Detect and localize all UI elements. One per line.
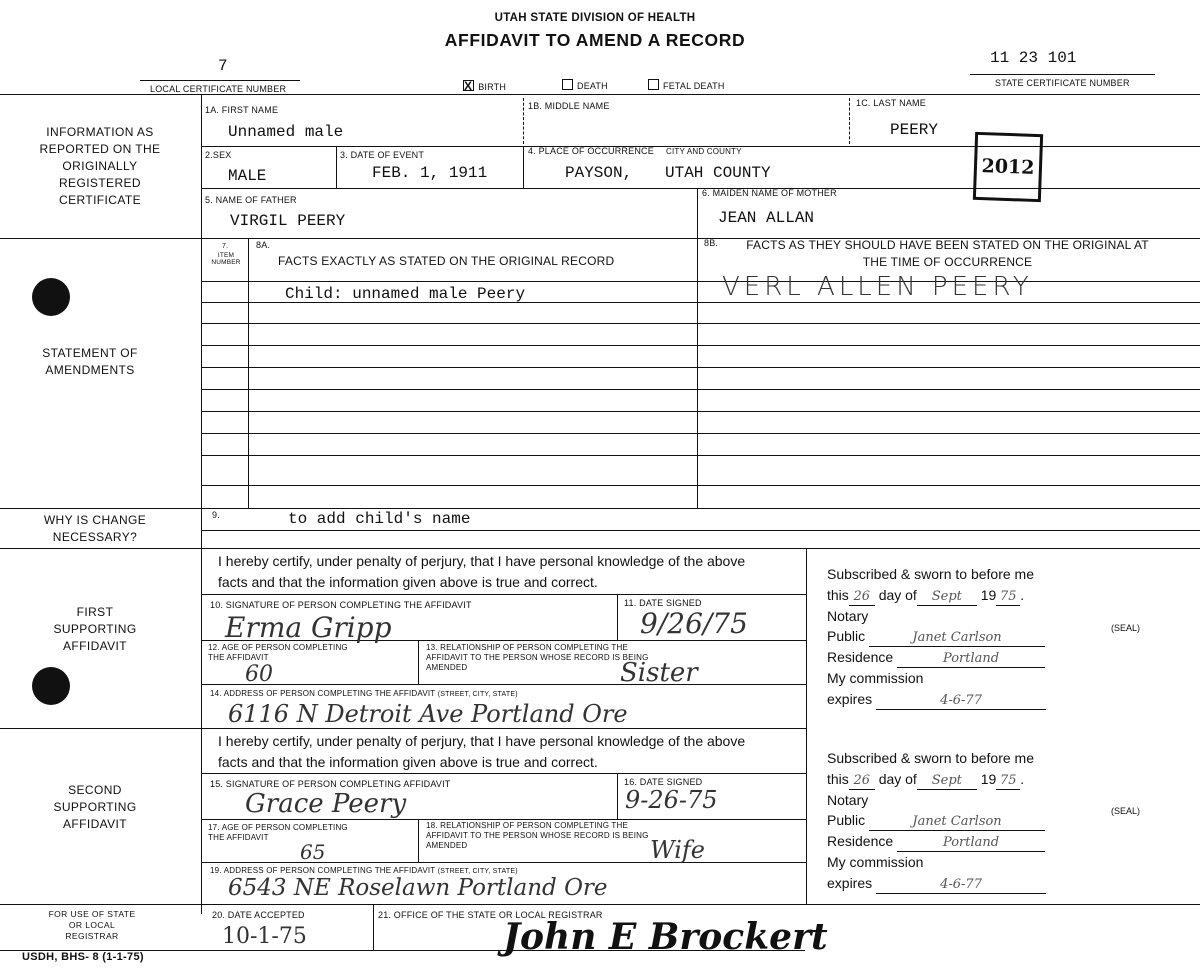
second-year-field[interactable]: 75 [996, 773, 1020, 790]
sex-divider [336, 146, 337, 188]
facts-col-divider [697, 238, 698, 508]
first-address-value[interactable]: 6116 N Detroit Ave Portland Ore [228, 700, 628, 728]
second-sig-label: 15. SIGNATURE OF PERSON COMPLETING AFFIDAVIT [210, 779, 451, 789]
second-address-label: 19. ADDRESS OF PERSON COMPLETING THE AFFIDAVIT (STREET, CITY, STATE) [210, 866, 518, 875]
father-label: 5. NAME OF FATHER [205, 195, 297, 205]
second-commission-label: My commission [827, 854, 924, 870]
second-sig-top [201, 773, 806, 774]
first-address-label: 14. ADDRESS OF PERSON COMPLETING THE AFFIDAVIT (STREET, CITY, STATE) [210, 689, 518, 698]
first-age-label: 12. AGE OF PERSON COMPLETING THE AFFIDAVIT [208, 643, 348, 662]
grid-line-c [201, 323, 1200, 324]
second-notary-label: Notary [827, 791, 869, 808]
first-commission-label: My commission [827, 670, 924, 686]
punch-hole-bottom [32, 667, 70, 705]
local-cert-number: 7 [218, 57, 228, 75]
section-label-original: INFORMATION AS REPORTED ON THE ORIGINALLY REGISTERED CERTIFICATE [39, 125, 161, 207]
father-divider [697, 188, 698, 238]
first-sig-top [201, 594, 806, 595]
punch-hole-top [32, 278, 70, 316]
fetal-death-checkbox[interactable] [648, 79, 659, 90]
registrar-signature[interactable]: John E Brockert [503, 916, 828, 958]
sex-value[interactable]: MALE [228, 167, 267, 185]
col-b-num: 8B. [704, 238, 719, 248]
form-title: AFFIDAVIT TO AMEND A RECORD [444, 30, 746, 50]
second-public-field[interactable]: Janet Carlson [869, 814, 1045, 831]
first-month-field[interactable]: Sept [917, 589, 977, 606]
second-notary-block [827, 748, 1046, 894]
agency-name: UTAH STATE DIVISION OF HEALTH [494, 12, 696, 24]
label-column-divider [201, 94, 202, 914]
second-sworn-text: Subscribed & sworn to before me [827, 750, 1034, 766]
second-seal: (SEAL) [1111, 806, 1141, 816]
col-a-num: 8A. [256, 240, 271, 250]
date-accepted-value[interactable]: 10-1-75 [222, 924, 307, 949]
second-sig-bottom [201, 819, 806, 820]
second-month-field[interactable]: Sept [917, 773, 977, 790]
first-affidavit-right [806, 548, 807, 728]
first-rel-label: 13. RELATIONSHIP OF PERSON COMPLETING THE AFFIDAVIT TO THE PERSON WHOSE RECORD IS BEING AMENDED [426, 643, 649, 672]
second-day-field[interactable]: 26 [849, 773, 875, 790]
first-notary-block [827, 564, 1046, 710]
date-divider [523, 146, 524, 188]
second-public-row: Public Janet Carlson [827, 810, 1046, 831]
first-public-field[interactable]: Janet Carlson [869, 630, 1045, 647]
state-cert-label: STATE CERTIFICATE NUMBER [995, 78, 1130, 88]
second-age-value[interactable]: 65 [300, 840, 326, 864]
death-checkbox[interactable] [562, 79, 573, 90]
date-of-event-label: 3. DATE OF EVENT [340, 150, 425, 160]
grid-line-i [201, 455, 1200, 456]
first-expires-field[interactable]: 4-6-77 [876, 693, 1046, 710]
father-value[interactable]: VIRGIL PEERY [230, 212, 346, 230]
record-type-fetal-death[interactable]: FETAL DEATH [648, 79, 725, 91]
record-stamp [973, 132, 1043, 202]
section-label-second: SECOND SUPPORTING AFFIDAVIT [53, 783, 137, 831]
middle-name-label: 1B. MIDDLE NAME [528, 101, 610, 111]
first-year-field[interactable]: 75 [996, 589, 1020, 606]
col-a-label: FACTS EXACTLY AS STATED ON THE ORIGINAL RECORD [278, 254, 615, 268]
first-residence-field[interactable]: Portland [897, 651, 1045, 668]
first-rel-value[interactable]: Sister [620, 658, 698, 688]
registrar-divider [373, 904, 374, 950]
local-cert-line [140, 80, 300, 81]
item-number-label-num: 7. [222, 243, 229, 250]
local-cert-label: LOCAL CERTIFICATE NUMBER [150, 84, 287, 94]
birth-checkbox-x-icon: X [464, 79, 473, 93]
place-county-value[interactable]: UTAH COUNTY [665, 164, 771, 182]
item-col-divider [248, 238, 249, 508]
top-border [0, 94, 1200, 95]
grid-line-f [201, 389, 1200, 390]
second-affidavit-right [806, 728, 807, 904]
sex-label: 2.SEX [205, 150, 232, 160]
section-line-first [0, 548, 1200, 549]
section-line-registrar [0, 904, 1200, 905]
first-age-bottom [201, 684, 806, 685]
second-rel-value[interactable]: Wife [650, 836, 706, 864]
first-name-label: 1A. FIRST NAME [205, 105, 279, 115]
first-sworn-date: this 26 day of Sept 19 75 . [827, 586, 1025, 604]
place-city-value[interactable]: PAYSON, [565, 164, 633, 182]
first-sworn-text: Subscribed & sworn to before me [827, 566, 1034, 582]
second-address-value[interactable]: 6543 NE Roselawn Portland Ore [228, 875, 608, 901]
mother-value[interactable]: JEAN ALLAN [718, 209, 815, 227]
first-residence-row: Residence Portland [827, 647, 1046, 668]
first-age-value[interactable]: 60 [245, 662, 273, 687]
section-label-first: FIRST SUPPORTING AFFIDAVIT [53, 605, 137, 653]
first-date-label: 11. DATE SIGNED [624, 598, 702, 608]
second-residence-field[interactable]: Portland [897, 835, 1045, 852]
first-notary-label: Notary [827, 607, 869, 624]
second-signature[interactable]: Grace Peery [245, 789, 407, 819]
last-name-label: 1C. LAST NAME [856, 98, 926, 108]
reason-value[interactable]: to add child's name [288, 510, 471, 528]
first-day-field[interactable]: 26 [849, 589, 875, 606]
grid-line-a [201, 281, 1200, 282]
grid-line-h [201, 433, 1200, 434]
record-type-death[interactable]: DEATH [562, 79, 608, 91]
col-b-label: FACTS AS THEY SHOULD HAVE BEEN STATED ON THE ORIGINAL AT THE TIME OF OCCURRENCE [746, 238, 1149, 269]
second-date-label: 16. DATE SIGNED [624, 777, 703, 787]
grid-line-g [201, 411, 1200, 412]
amendment-original[interactable]: Child: unnamed male Peery [285, 285, 526, 303]
state-cert-line [970, 74, 1155, 75]
first-expires-row: expires 4-6-77 [827, 689, 1046, 710]
birth-checkbox[interactable] [463, 80, 474, 91]
second-date-divider [617, 773, 618, 819]
second-expires-field[interactable]: 4-6-77 [876, 877, 1046, 894]
first-date-value[interactable]: 9/26/75 [640, 607, 748, 640]
first-public-row: Public Janet Carlson [827, 626, 1046, 647]
middle-name-divider [523, 98, 524, 144]
record-stamp-number: 2012 [981, 155, 1035, 179]
section-label-reason: WHY IS CHANGE NECESSARY? [43, 513, 147, 544]
date-of-event-value[interactable]: FEB. 1, 1911 [372, 164, 488, 182]
second-sworn-date: this 26 day of Sept 19 75 . [827, 770, 1025, 788]
second-certification: I hereby certify, under penalty of perjury, that I have personal knowledge of the above facts and that the information given above is true and correct. [218, 733, 746, 770]
last-name-divider [849, 98, 850, 144]
first-age-divider [418, 640, 419, 684]
place-label: 4. PLACE OF OCCURRENCE [528, 146, 654, 156]
second-date-value[interactable]: 9-26-75 [625, 786, 718, 814]
registrar-office-label: 21. OFFICE OF THE STATE OR LOCAL REGISTRAR [378, 910, 603, 920]
first-sig-label: 10. SIGNATURE OF PERSON COMPLETING THE AFFIDAVIT [210, 600, 472, 610]
second-age-bottom [201, 862, 806, 863]
section-label-amendments: STATEMENT OF AMENDMENTS [42, 346, 138, 377]
item-number-label: ITEM NUMBER [211, 252, 241, 266]
state-cert-number: 11 23 101 [990, 49, 1077, 67]
first-date-divider [617, 594, 618, 640]
amendment-corrected[interactable]: VERL ALLEN PEERY [722, 272, 1033, 302]
grid-line-e [201, 367, 1200, 368]
section-label-registrar: FOR USE OF STATE OR LOCAL REGISTRAR [48, 909, 136, 941]
first-seal: (SEAL) [1111, 623, 1141, 633]
date-accepted-label: 20. DATE ACCEPTED [212, 910, 305, 920]
section-line-second [0, 728, 806, 729]
first-signature[interactable]: Erma Gripp [225, 611, 392, 644]
second-rel-label: 18. RELATIONSHIP OF PERSON COMPLETING THE AFFIDAVIT TO THE PERSON WHOSE RECORD IS BEING AMENDED [426, 821, 649, 850]
second-residence-row: Residence Portland [827, 831, 1046, 852]
record-type-birth[interactable]: X BIRTH [464, 79, 507, 93]
last-name-value[interactable]: PEERY [890, 121, 939, 139]
mother-label: 6. MAIDEN NAME OF MOTHER [702, 188, 837, 198]
second-age-divider [418, 819, 419, 862]
first-name-value[interactable]: Unnamed male [228, 123, 344, 141]
second-age-label: 17. AGE OF PERSON COMPLETING THE AFFIDAVIT [208, 823, 348, 842]
reason-num: 9. [212, 510, 220, 520]
grid-line-d [201, 345, 1200, 346]
reason-line [201, 530, 1200, 531]
second-expires-row: expires 4-6-77 [827, 873, 1046, 894]
place-sub-label: CITY AND COUNTY [666, 147, 742, 156]
first-certification: I hereby certify, under penalty of perjury, that I have personal knowledge of the above facts and that the information given above is true and correct. [218, 553, 746, 590]
section-line-reason [0, 508, 1200, 509]
form-id: USDH, BHS- 8 (1-1-75) [22, 951, 144, 963]
grid-line-j [201, 485, 1200, 486]
row-line-2 [201, 188, 1200, 189]
